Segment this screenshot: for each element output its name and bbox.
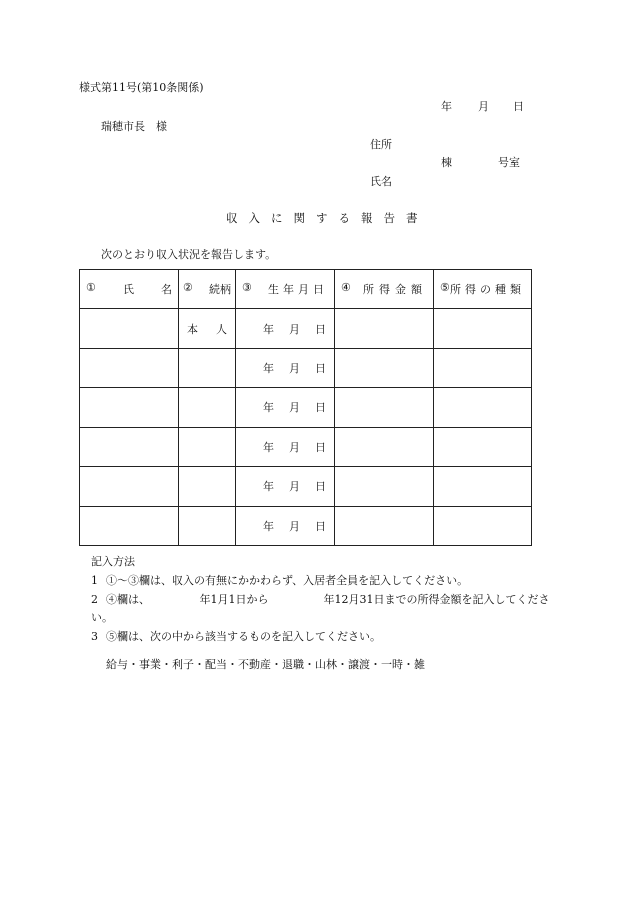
- name-cell[interactable]: [80, 348, 179, 387]
- instruction-1-text: ①～③欄は、収入の有無にかかわらず、入居者全員を記入してください。: [106, 574, 469, 587]
- header-birth-text: 生年月日: [268, 283, 328, 297]
- relation-cell[interactable]: [179, 388, 236, 427]
- income-type-cell[interactable]: [434, 348, 532, 387]
- header-income-amount: [335, 270, 434, 309]
- date-y: 年: [263, 480, 274, 494]
- date-d: 日: [315, 440, 326, 454]
- header-type-text: 所得の種類: [450, 283, 525, 297]
- date-d: 日: [315, 401, 326, 415]
- header-income-text: 所得金額: [363, 283, 427, 297]
- birthdate-cell[interactable]: [236, 467, 335, 506]
- income-amount-cell[interactable]: [335, 506, 434, 545]
- date-m: 月: [289, 322, 300, 336]
- income-type-cell[interactable]: [434, 427, 532, 466]
- date-y: 年: [263, 401, 274, 415]
- date-d: 日: [315, 480, 326, 494]
- instruction-2-num: 2: [91, 593, 98, 606]
- table-row: [80, 309, 532, 348]
- header-name-num: ①: [86, 281, 96, 295]
- table-row: [80, 427, 532, 466]
- date-d: 日: [315, 322, 326, 336]
- addressee: 瑞穂市長 様: [101, 120, 167, 133]
- income-types-list: 給与・事業・利子・配当・不動産・退職・山林・譲渡・一時・雑: [106, 658, 425, 671]
- date-y: 年: [263, 519, 274, 533]
- birthdate-cell[interactable]: [236, 427, 335, 466]
- table-row: [80, 467, 532, 506]
- date-month-label: 月: [478, 100, 489, 113]
- address-label: 住所: [370, 138, 392, 151]
- table-row: [80, 506, 532, 545]
- document-title: 収入に関する報告書: [226, 211, 429, 225]
- date-d: 日: [315, 519, 326, 533]
- instructions-heading: 記入方法: [91, 555, 135, 568]
- table-row: [80, 348, 532, 387]
- header-relation: [179, 270, 236, 309]
- relation-cell: [179, 309, 236, 348]
- instruction-2-continuation: い。: [91, 611, 113, 624]
- instruction-3-text: ⑤欄は、次の中から該当するものを記入してください。: [106, 630, 381, 643]
- income-type-cell[interactable]: [434, 309, 532, 348]
- relation-cell[interactable]: [179, 348, 236, 387]
- instruction-2-text: ④欄は、 年1月1日から 年12月31日までの所得金額を記入してくださ: [106, 593, 550, 606]
- header-name-a: 氏: [122, 283, 134, 297]
- date-y: 年: [263, 440, 274, 454]
- header-relation-num: ②: [183, 281, 193, 295]
- birthdate-cell[interactable]: [236, 309, 335, 348]
- date-y: 年: [263, 322, 274, 336]
- date-m: 月: [289, 362, 300, 376]
- relation-cell[interactable]: [179, 467, 236, 506]
- income-type-cell[interactable]: [434, 506, 532, 545]
- header-name-b: 名: [161, 283, 172, 297]
- name-cell[interactable]: [80, 309, 179, 348]
- income-amount-cell[interactable]: [335, 348, 434, 387]
- date-m: 月: [289, 440, 300, 454]
- name-cell[interactable]: [80, 506, 179, 545]
- name-cell[interactable]: [80, 427, 179, 466]
- header-income-type: [434, 270, 532, 309]
- header-birthdate: [236, 270, 335, 309]
- form-number: 様式第11号(第10条関係): [79, 81, 204, 94]
- name-label: 氏名: [370, 175, 392, 188]
- name-cell[interactable]: [80, 467, 179, 506]
- income-amount-cell[interactable]: [335, 309, 434, 348]
- name-cell[interactable]: [80, 388, 179, 427]
- date-d: 日: [315, 362, 326, 376]
- income-type-cell[interactable]: [434, 388, 532, 427]
- date-day-label: 日: [513, 100, 524, 113]
- relation-self-a: 本: [187, 322, 198, 336]
- income-table: [79, 269, 532, 546]
- income-type-cell[interactable]: [434, 467, 532, 506]
- header-type-num: ⑤: [440, 281, 450, 295]
- building-label: 棟: [441, 156, 452, 169]
- date-m: 月: [289, 480, 300, 494]
- room-label: 号室: [498, 156, 520, 169]
- date-year-label: 年: [441, 100, 452, 113]
- intro-text: 次のとおり収入状況を報告します。: [101, 248, 277, 261]
- relation-self-b: 人: [216, 322, 227, 336]
- header-relation-text: 続柄: [209, 283, 231, 297]
- table-header-row: [80, 270, 532, 309]
- header-income-num: ④: [341, 281, 351, 295]
- income-amount-cell[interactable]: [335, 427, 434, 466]
- income-amount-cell[interactable]: [335, 467, 434, 506]
- table-row: [80, 388, 532, 427]
- instruction-3-num: 3: [91, 630, 98, 643]
- date-y: 年: [263, 362, 274, 376]
- birthdate-cell[interactable]: [236, 388, 335, 427]
- header-birth-num: ③: [242, 281, 252, 295]
- birthdate-cell[interactable]: [236, 348, 335, 387]
- date-m: 月: [289, 519, 300, 533]
- date-m: 月: [289, 401, 300, 415]
- relation-cell[interactable]: [179, 427, 236, 466]
- birthdate-cell[interactable]: [236, 506, 335, 545]
- header-name: [80, 270, 179, 309]
- income-amount-cell[interactable]: [335, 388, 434, 427]
- instruction-1-num: 1: [91, 574, 98, 587]
- relation-cell[interactable]: [179, 506, 236, 545]
